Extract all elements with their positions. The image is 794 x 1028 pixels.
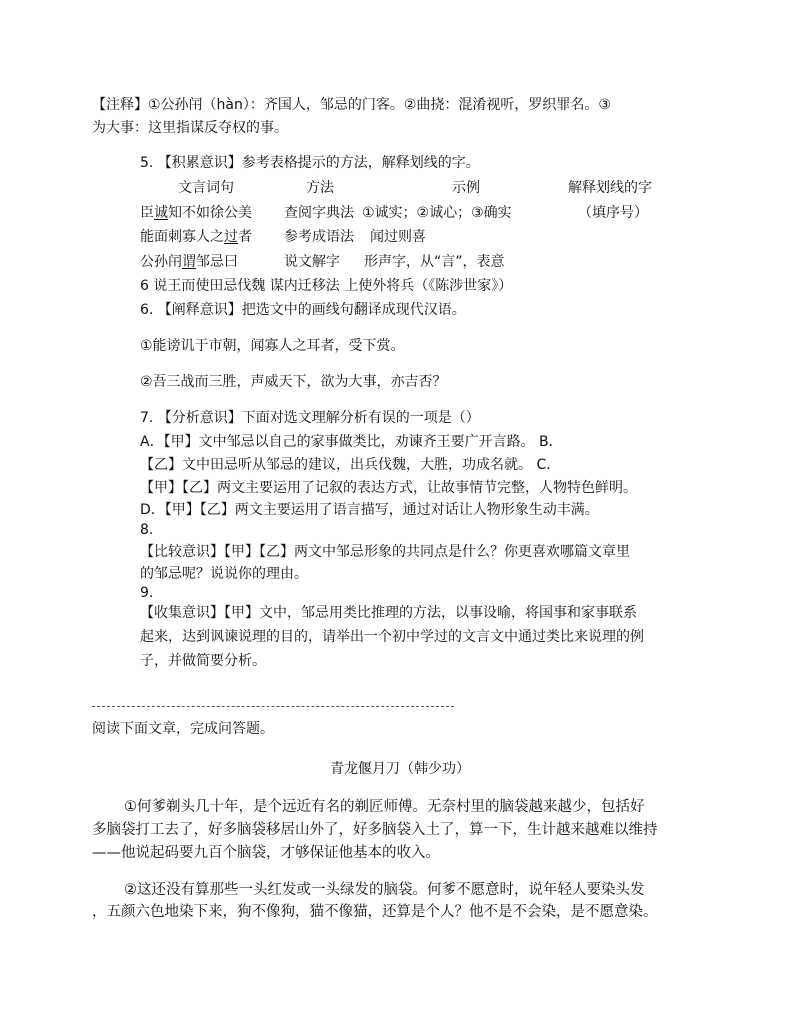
q5-row1-method: 查阅字典法 [284,205,354,221]
reading-intro: 阅读下面文章，完成问答题。 [92,721,274,737]
q5-header-answer: 解释划线的字 [568,180,652,196]
q5-row3-sentence: 公孙闬谓邹忌曰 [140,254,238,270]
article-title: 青龙偃月刀（韩少功） [330,761,470,777]
q5-row3-method: 说文解字 [284,254,340,270]
q5-row1-fill: （填序号） [578,205,648,221]
q7-option-line-4: D．【甲】【乙】两文主要运用了语言描写，通过对话让人物形象生动丰满。 [140,502,599,518]
notes-line-2: 为大事：这里指谋反夺权的事。 [92,120,288,136]
q6-sentence-2: ②吾三战而三胜，声威天下，欲为大事，亦吉否？ [140,374,447,390]
notes-line-1: 【注释】①公孙闬（hàn）：齐国人，邹忌的门客。②曲挠：混淆视听，罗织罪名。③ [92,97,611,113]
paragraph-1-line-3: ——他说起码要九百个脑袋，才够保证他基本的收入。 [92,845,440,861]
q7-option-line-1: A．【甲】文中邹忌以自己的家事做类比，劝谏齐王要广开言路。 B． [140,434,563,450]
q5-row4: 6 说王而使田忌伐魏 谋内迁移法 上使外将兵（《陈涉世家》） [140,278,513,294]
q8-number: 8. [140,522,154,538]
q6-title: 6. 【阐释意识】把选文中的画线句翻译成现代汉语。 [140,302,466,318]
q5-header-sentence: 文言词句 [178,180,234,196]
q7-title: 7. 【分析意识】下面对选文理解分析有误的一项是（） [140,410,480,426]
q5-row2-sentence: 能面刺寡人之过者 [140,229,252,245]
paragraph-2-line-1: ②这还没有算那些一头红发或一头绿发的脑袋。何爹不愿意时，说年轻人要染头发 [124,882,645,898]
q5-header-example: 示例 [452,180,480,196]
paragraph-2-line-2: ，五颜六色地染下来，狗不像狗，猫不像猫，还算是个人？他不是不会染，是不愿意染。 [92,904,658,920]
q9-number: 9. [140,585,154,601]
underlined-char: 过 [224,229,238,245]
q7-option-line-3: 【甲】【乙】两文主要运用了记叙的表达方式，让故事情节完整，人物特色鲜明。 [140,480,637,496]
q9-line-2: 起来，达到讽谏说理的目的，请举出一个初中学过的文言文中通过类比来说理的例 [140,629,644,645]
q5-row3-example: 形声字，从“言”，表意 [364,254,505,270]
section-divider [92,706,454,707]
q6-sentence-1: ①能谤讥于市朝，闻寡人之耳者，受下赏。 [140,338,405,354]
q7-option-line-2: 【乙】文中田忌听从邹忌的建议，出兵伐魏，大胜，功成名就。 C． [140,457,561,473]
paragraph-1-line-2: 多脑袋打工去了，好多脑袋移居山外了，好多脑袋入土了，算一下，生计越来越难以维持 [92,822,658,838]
q9-line-3: 子，并做简要分析。 [140,653,266,669]
q9-line-1: 【收集意识】【甲】文中，邹忌用类比推理的方法，以事设喻，将国事和家事联系 [140,605,637,621]
underlined-char: 谓 [182,254,196,270]
paragraph-1-line-1: ①何爹剃头几十年，是个远近有名的剃匠师傅。无奈村里的脑袋越来越少，包括好 [124,799,645,815]
q8-line-1: 【比较意识】【甲】【乙】两文中邹忌形象的共同点是什么？你更喜欢哪篇文章里 [140,544,630,560]
q5-row2-method: 参考成语法 [284,229,354,245]
q8-line-2: 的邹忌呢？说说你的理由。 [140,566,308,582]
underlined-char: 诚 [154,205,168,221]
q5-row2-example: 闻过则喜 [370,229,426,245]
q5-row1-sentence: 臣诚知不如徐公美 [140,205,252,221]
q5-row1-example: ①诚实；②诚心；③确实 [362,205,512,221]
q5-title: 5. 【积累意识】参考表格提示的方法，解释划线的字。 [140,155,480,171]
q5-header-method: 方法 [306,180,334,196]
